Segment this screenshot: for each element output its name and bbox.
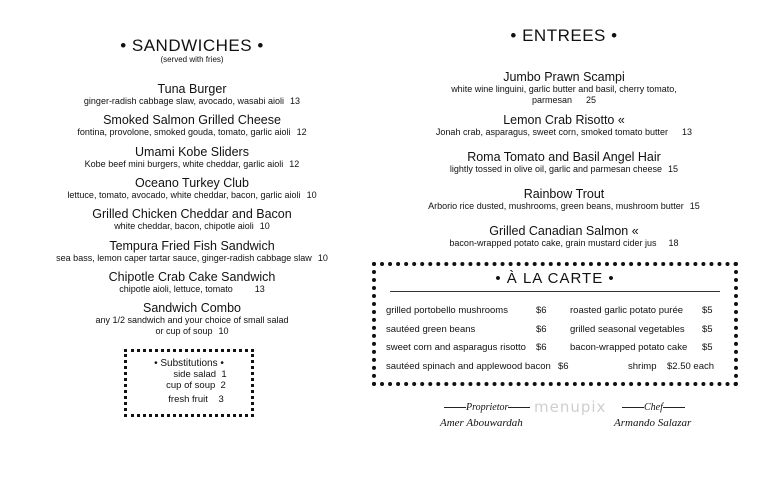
- item-name: Rainbow Trout: [523, 187, 605, 201]
- menu-item: [0, 207, 384, 232]
- carte-item-price: $5: [702, 342, 713, 353]
- menu-item: [0, 145, 384, 170]
- item-price: 15: [668, 164, 679, 174]
- item-price: 13: [682, 127, 693, 137]
- proprietor-name: Amer Abouwardah: [440, 417, 523, 429]
- item-description: fontina, provolone, smoked gouda, tomato, garlic aioli: [77, 127, 291, 137]
- menu-item: [0, 270, 384, 295]
- carte-item-price: $6: [536, 305, 547, 316]
- item-price: 10: [306, 190, 317, 200]
- item-name: Tempura Fried Fish Sandwich: [109, 239, 275, 253]
- substitution-item: [127, 369, 251, 380]
- menu-item: [360, 70, 768, 106]
- item-description: ginger-radish cabbage slaw, avocado, wasabi aioli: [83, 96, 285, 106]
- chef-name: Armando Salazar: [614, 417, 692, 429]
- item-description: or cup of soup: [155, 326, 213, 336]
- item-description: lightly tossed in olive oil, garlic and parmesan cheese: [449, 164, 663, 174]
- item-price: 10: [317, 253, 328, 263]
- carte-item-price: $6: [536, 342, 547, 353]
- item-name: Smoked Salmon Grilled Cheese: [103, 113, 281, 127]
- item-description: white wine linguini, garlic butter and basil, cherry tomato,: [451, 84, 677, 94]
- substitution-item: [127, 380, 251, 391]
- item-name: Grilled Canadian Salmon «: [489, 224, 639, 238]
- item-description: chipotle aioli, lettuce, tomato: [119, 284, 233, 294]
- item-name: Chipotle Crab Cake Sandwich: [108, 270, 276, 284]
- item-name: Jumbo Prawn Scampi: [503, 70, 625, 84]
- carte-item-price: $5: [702, 324, 713, 335]
- substitution-price: 2: [220, 380, 226, 391]
- carte-item-name: sautéed green beans: [386, 324, 476, 335]
- item-name: Umami Kobe Sliders: [135, 145, 249, 159]
- menu-item: [360, 187, 768, 212]
- sandwiches-title: • SANDWICHES •: [120, 36, 264, 55]
- item-description: sea bass, lemon caper tartar sauce, ginger-radish cabbage slaw: [56, 253, 312, 263]
- a-la-carte-box: [372, 262, 738, 386]
- item-price: 25: [586, 95, 597, 105]
- watermark-text: menupix: [534, 398, 607, 416]
- item-price: 12: [296, 127, 307, 137]
- carte-item-name: grilled seasonal vegetables: [570, 324, 685, 335]
- item-name: Lemon Crab Risotto «: [503, 113, 625, 127]
- item-description: any 1/2 sandwich and your choice of small salad: [95, 315, 289, 325]
- menu-item: [0, 82, 384, 107]
- substitution-price: 3: [218, 394, 224, 405]
- item-name: Roma Tomato and Basil Angel Hair: [467, 150, 661, 164]
- item-description: Kobe beef mini burgers, white cheddar, garlic aioli: [84, 159, 284, 169]
- item-description: lettuce, tomato, avocado, white cheddar, bacon, garlic aioli: [67, 190, 301, 200]
- substitution-label: fresh fruit: [168, 394, 208, 405]
- item-description: bacon-wrapped potato cake, grain mustard cider jus: [449, 238, 657, 248]
- item-description: Jonah crab, asparagus, sweet corn, smoked tomato butter: [435, 127, 669, 137]
- menu-item: [0, 301, 384, 337]
- carte-item-name: grilled portobello mushrooms: [386, 305, 508, 316]
- menu-item: [0, 113, 384, 138]
- item-description: white cheddar, bacon, chipotle aioli: [114, 221, 254, 231]
- item-price: 18: [668, 238, 679, 248]
- substitution-label: cup of soup: [166, 380, 216, 391]
- proprietor-label: Proprietor: [444, 402, 530, 413]
- carte-item-price: $2.50 each: [667, 361, 715, 372]
- item-description: Arborio rice dusted, mushrooms, green beans, mushroom butter: [428, 201, 684, 211]
- substitution-item: [127, 394, 251, 405]
- carte-item-name: roasted garlic potato purée: [570, 305, 684, 316]
- item-name: Oceano Turkey Club: [135, 176, 249, 190]
- item-name: Sandwich Combo: [143, 301, 241, 315]
- item-name: Tuna Burger: [157, 82, 227, 96]
- carte-item-price: $5: [702, 305, 713, 316]
- sandwiches-subtitle: (served with fries): [160, 55, 224, 64]
- item-price: 13: [290, 96, 301, 106]
- substitution-price: 1: [221, 369, 227, 380]
- entrees-title: • ENTREES •: [510, 26, 618, 45]
- item-name: Grilled Chicken Cheddar and Bacon: [92, 207, 292, 221]
- carte-item-name: sautéed spinach and applewood bacon: [386, 361, 551, 372]
- carte-item-name: bacon-wrapped potato cake: [570, 342, 688, 353]
- item-price: 15: [689, 201, 700, 211]
- menu-item: [360, 224, 768, 249]
- menu-item: [0, 239, 384, 264]
- item-description: parmesan: [531, 95, 572, 105]
- substitutions-box: [124, 349, 254, 417]
- menu-item: [0, 176, 384, 201]
- carte-item-price: $6: [536, 324, 547, 335]
- chef-label: Chef: [622, 402, 685, 413]
- item-price: 10: [259, 221, 270, 231]
- item-price: 12: [289, 159, 300, 169]
- item-price: 10: [218, 326, 229, 336]
- divider: [390, 291, 720, 292]
- item-price: 13: [254, 284, 265, 294]
- substitution-label: side salad: [173, 369, 217, 380]
- a-la-carte-title: • À LA CARTE •: [495, 270, 615, 287]
- carte-item-name: sweet corn and asparagus risotto: [386, 342, 526, 353]
- menu-item: [360, 150, 768, 175]
- carte-item-name: shrimp: [628, 361, 657, 372]
- menu-item: [360, 113, 768, 138]
- carte-item-price: $6: [558, 361, 569, 372]
- substitutions-title: • Substitutions •: [154, 358, 224, 369]
